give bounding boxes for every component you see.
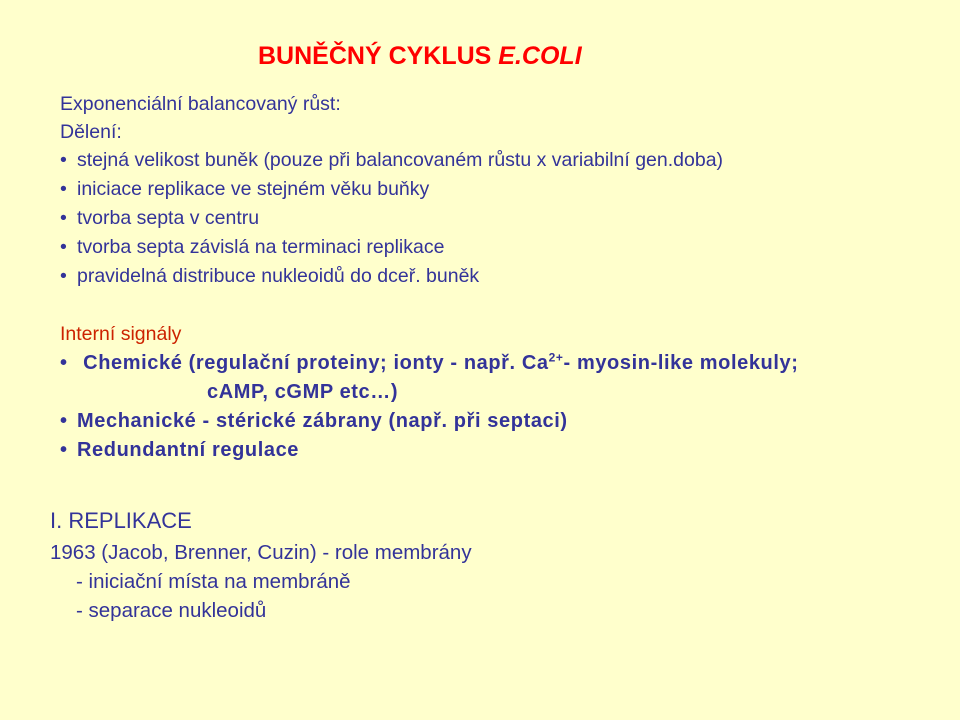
bullet-mechanical: • Mechanické - stérické zábrany (např. při septaci): [60, 410, 568, 433]
replication-initiation-sites: - iniciační místa na membráně: [76, 570, 351, 593]
bullet-septum-termination: • tvorba septa závislá na terminaci replikace: [60, 236, 444, 259]
calcium-charge: 2+: [548, 350, 564, 365]
bullet-nucleoid-distribution: • pravidelná distribuce nukleoidů do dceř. buněk: [60, 265, 479, 288]
bullet-redundant: • Redundantní regulace: [60, 439, 299, 462]
replication-nucleoid-separation: - separace nukleoidů: [76, 599, 267, 622]
bullet-replication-initiation: • iniciace replikace ve stejném věku buňky: [60, 178, 429, 201]
replication-history: 1963 (Jacob, Brenner, Cuzin) - role membrány: [50, 541, 472, 564]
slide-title: [258, 42, 582, 71]
heading-exponential-growth: Exponenciální balancovaný růst:: [60, 93, 341, 115]
heading-replication: I. REPLIKACE: [50, 508, 192, 533]
title-italic: E.COLI: [498, 42, 582, 70]
bullet-chemical: [60, 352, 799, 375]
chemical-continuation: cAMP, cGMP etc…): [207, 381, 399, 403]
heading-division: Dělení:: [60, 121, 122, 143]
heading-internal-signals: Interní signály: [60, 323, 182, 345]
bullet-cell-size: • stejná velikost buněk (pouze při balancovaném růstu x variabilní gen.doba): [60, 149, 723, 172]
chemical-text-after: - myosin-like molekuly;: [563, 352, 799, 374]
chemical-text-before: Chemické (regulační proteiny; ionty - např. Ca: [83, 352, 549, 374]
bullet-septum-center: • tvorba septa v centru: [60, 207, 259, 230]
title-main: BUNĚČNÝ CYKLUS: [258, 42, 499, 70]
